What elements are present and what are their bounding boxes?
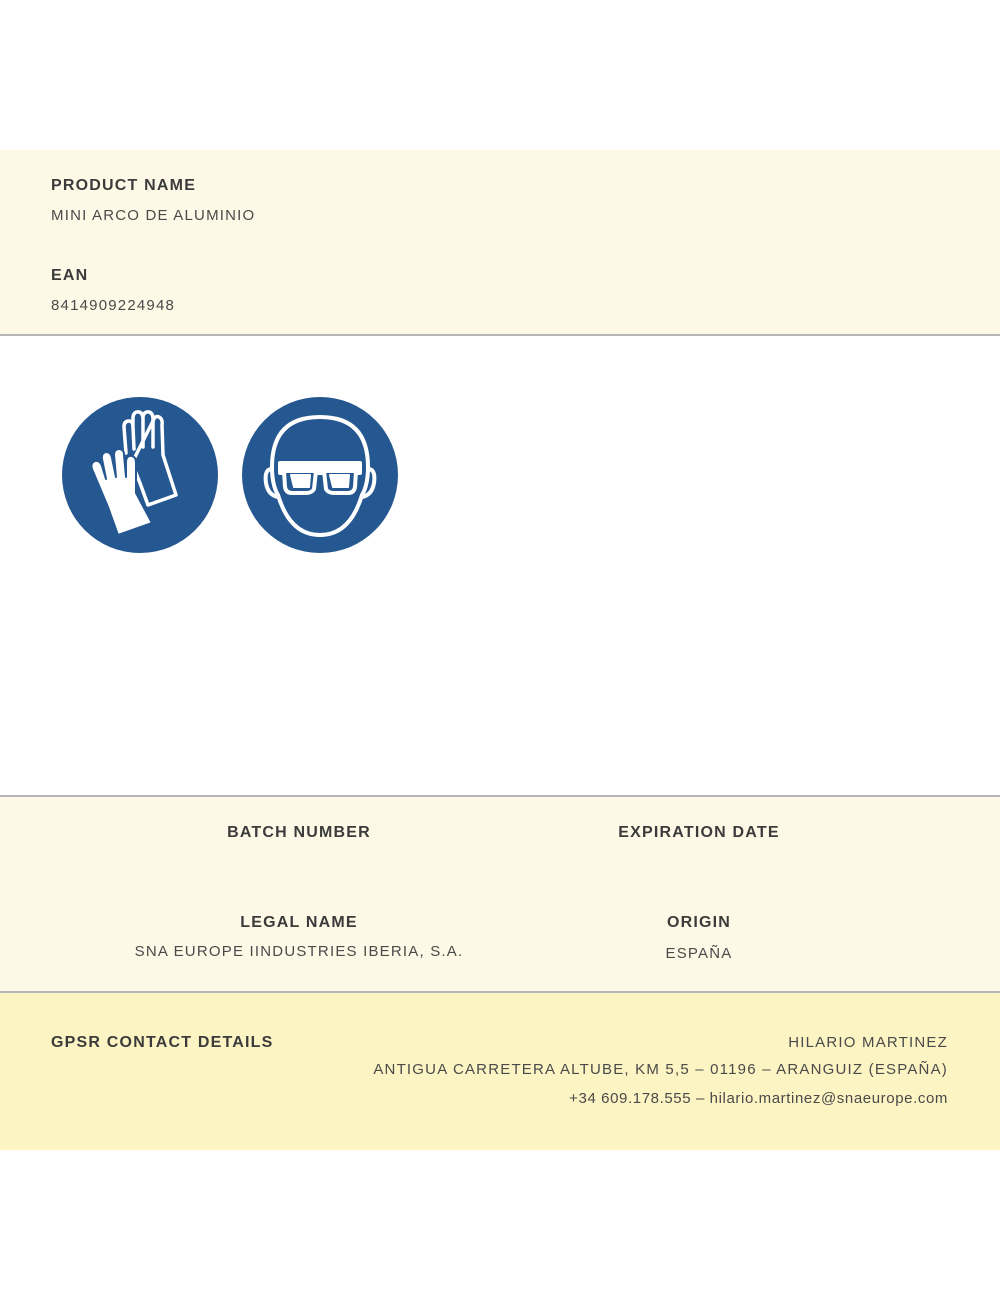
legal-name-value: SNA EUROPE IINDUSTRIES IBERIA, S.A. <box>134 943 464 960</box>
gpsr-contact-label: GPSR CONTACT DETAILS <box>51 1034 274 1051</box>
ean-value: 8414909224948 <box>51 297 176 314</box>
product-name-label: PRODUCT NAME <box>51 177 197 194</box>
eye-protection-required-icon <box>242 397 398 553</box>
origin-label: ORIGIN <box>666 914 732 931</box>
product-name-value: MINI ARCO DE ALUMINIO <box>51 207 256 224</box>
origin-value: ESPAÑA <box>665 945 733 962</box>
legal-name-label: LEGAL NAME <box>240 914 358 931</box>
expiration-date-label: EXPIRATION DATE <box>618 824 780 841</box>
gpsr-contact-section <box>0 993 1000 1150</box>
ean-label: EAN <box>51 267 89 284</box>
batch-details-section <box>0 795 1000 993</box>
contact-phone-email: +34 609.178.555 – hilario.martinez@snaeurope.com <box>569 1090 948 1107</box>
contact-name: HILARIO MARTINEZ <box>788 1034 948 1051</box>
contact-address: ANTIGUA CARRETERA ALTUBE, KM 5,5 – 01196 – ARANGUIZ (ESPAÑA) <box>373 1061 948 1078</box>
batch-number-label: BATCH NUMBER <box>227 824 371 841</box>
product-info-section <box>0 150 1000 336</box>
gloves-required-icon <box>62 397 218 553</box>
